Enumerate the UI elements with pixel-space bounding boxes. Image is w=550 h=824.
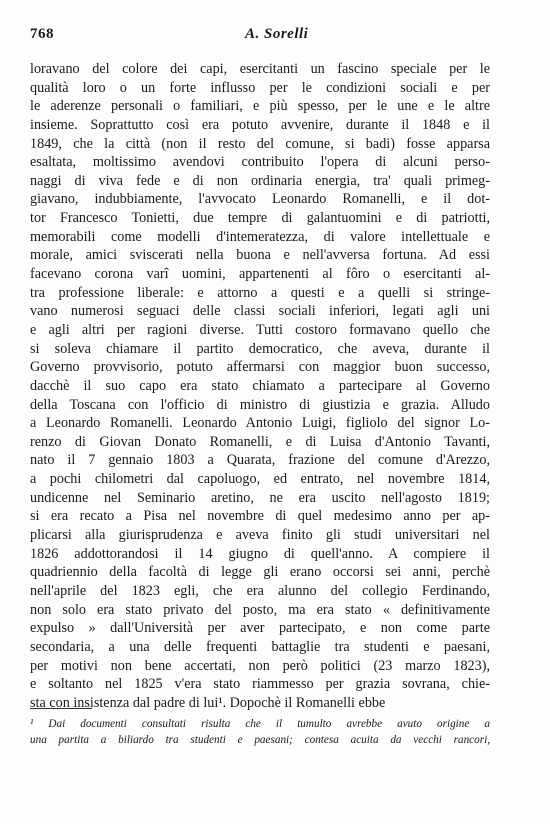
- text-line: si soleva chiamare il partito democratico, che aveva, durante il: [30, 340, 490, 357]
- text-line: expulso » dall'Università per aver partecipato, e non come parte: [30, 620, 490, 637]
- text-line: 1849, che la città (non il resto del comune, si badi) fosse apparsa: [30, 135, 490, 152]
- text-line: morale, amici sviscerati nella buona e nell'avversa fortuna. Ad essi: [30, 247, 490, 264]
- text-line: memorabili come modelli d'intemeratezza, di valore intellettuale e: [30, 228, 490, 245]
- text-line: secondaria, a una delle frequenti battaglie tra studenti e paesani,: [30, 638, 490, 655]
- text-line: qualità loro o un forte influsso per le condizioni sociali e per: [30, 79, 490, 96]
- text-line: naggi di viva fede e di non ordinaria energia, tra' quali primeg-: [30, 172, 490, 189]
- text-line: tor Francesco Tonietti, due tempre di galantuomini e di patriotti,: [30, 210, 490, 227]
- text-line: a pochi chilometri dal capoluogo, ed entrato, nel novembre 1814,: [30, 471, 490, 488]
- text-line: e agli altri per ragioni diverse. Tutti costoro formavano quello che: [30, 321, 490, 338]
- text-line: e soltanto nel 1825 v'era stato riammesso per grazia sovrana, chie-: [30, 676, 490, 693]
- page-number: 768: [30, 26, 54, 42]
- text-line: si era recato a Pisa nel novembre di quel medesimo anno per ap-: [30, 508, 490, 525]
- text-line: plicarsi alla giurisprudenza e aveva finito gli studi universitari nel: [30, 527, 490, 544]
- text-line: vano numerosi seguaci delle classi sociali inferiori, legati agli uni: [30, 303, 490, 320]
- footnote-line: ¹ Dai documenti consultati risulta che il tumulto avrebbe avuto origine a: [30, 718, 490, 730]
- text-line: renzo di Giovan Donato Romanelli, e di Luisa d'Antonio Tavanti,: [30, 433, 490, 450]
- page-header: [30, 26, 500, 48]
- text-line: 1826 addottorandosi il 14 giugno di quell'anno. A compiere il: [30, 545, 490, 562]
- footnote: [30, 716, 490, 748]
- text-line: non solo era stato privato del posto, ma era stato « definitivamente: [30, 601, 490, 618]
- text-line: esaltata, moltissimo avendovi contribuito l'opera di alcuni perso-: [30, 154, 490, 171]
- text-line: sta con insistenza dal padre di lui¹. Dopochè il Romanelli ebbe: [30, 694, 386, 711]
- text-line: nell'aprile del 1823 egli, che era alunno del collegio Ferdinando,: [30, 582, 490, 599]
- text-line: tra professione liberale: e attorno a questi e a quelli si stringe-: [30, 284, 490, 301]
- text-line: facevano corona varî uomini, appartenenti al fôro o esercitanti al-: [30, 266, 490, 283]
- text-line: Governo provvisorio, potuto affermarsi con maggior buon successo,: [30, 359, 490, 376]
- text-line: a Leonardo Romanelli. Leonardo Antonio Luigi, figliolo del signor Lo-: [30, 415, 490, 432]
- text-line: undicenne nel Seminario aretino, ne era uscito nell'agosto 1819;: [30, 489, 490, 506]
- running-head: A. Sorelli: [245, 26, 309, 42]
- text-line: loravano del colore dei capi, esercitanti un fascino speciale per le: [30, 61, 490, 77]
- text-line: nato il 7 gennaio 1803 a Quarata, frazione del comune d'Arezzo,: [30, 452, 490, 469]
- footnote-line: una partita a biliardo tra studenti e paesani; contesa acuita da vecchi rancori,: [30, 734, 490, 746]
- text-line: della Toscana con l'officio di ministro di giustizia e grazia. Alludo: [30, 396, 490, 413]
- text-line: per motivi non bene accertati, non però politici (23 marzo 1823),: [30, 657, 490, 674]
- text-line: insieme. Soprattutto così era potuto avvenire, durante il 1848 e il: [30, 116, 490, 133]
- footnote-divider: [30, 708, 92, 709]
- text-line: quadriennio della facoltà di legge gli erano occorsi sei anni, perchè: [30, 564, 490, 581]
- body-text: [30, 60, 490, 712]
- text-line: giavano, indubbiamente, l'avvocato Leonardo Romanelli, e il dot-: [30, 191, 490, 208]
- text-line: dacchè il suo capo era stato chiamato a partecipare al Governo: [30, 377, 490, 394]
- text-line: le aderenze personali o familiari, e più spesso, per le une e le altre: [30, 98, 490, 115]
